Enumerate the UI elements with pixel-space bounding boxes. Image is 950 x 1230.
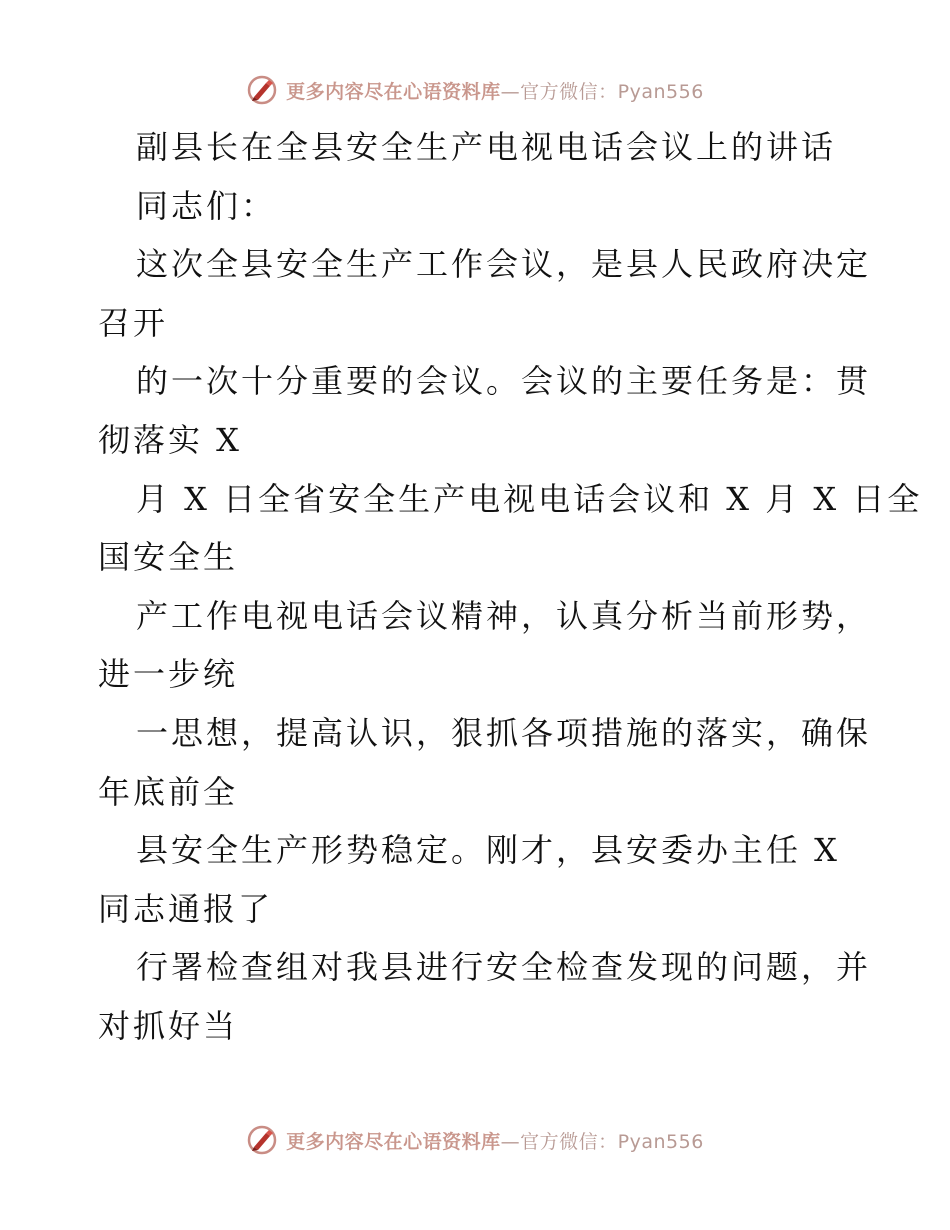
text-line: 的一次十分重要的会议。会议的主要任务是：贯 [136,362,872,401]
text-line: 对抓好当 [98,1006,239,1045]
banner-main-text: 更多内容尽在心语资料库 [286,80,501,103]
text-line: 同志通报了 [98,889,274,928]
text-line: 这次全县安全生产工作会议，是县人民政府决定 [136,245,872,284]
text-line: 产工作电视电话会议精神，认真分析当前形势， [136,596,872,635]
text-line: 一思想，提高认识，狠抓各项措施的落实，确保 [136,713,872,752]
document-body [98,118,923,1056]
banner-main-text: 更多内容尽在心语资料库 [286,1130,501,1153]
banner-text [286,1127,704,1154]
text-line: 行署检查组对我县进行安全检查发现的问题，并 [136,948,872,987]
banner-contact-text: —官方微信：Pyan556 [500,80,704,103]
text-line: 彻落实 X [98,420,242,459]
text-line: 县安全生产形势稳定。刚才，县安委办主任 X [136,831,840,870]
text-line: 国安全生 [98,538,239,577]
text-line: 召开 [98,303,169,342]
footer-banner [0,1120,950,1160]
header-banner [0,70,950,110]
text-line: 年底前全 [98,772,239,811]
text-line: 同志们： [136,186,277,225]
pen-circle-icon [246,74,278,106]
banner-text [286,77,704,104]
pen-circle-icon [246,1124,278,1156]
text-line: 进一步统 [98,655,239,694]
banner-contact-text: —官方微信：Pyan556 [500,1130,704,1153]
document-title: 副县长在全县安全生产电视电话会议上的讲话 [136,128,837,166]
text-line: 月 X 日全省安全生产电视电话会议和 X 月 X 日全 [136,479,923,518]
